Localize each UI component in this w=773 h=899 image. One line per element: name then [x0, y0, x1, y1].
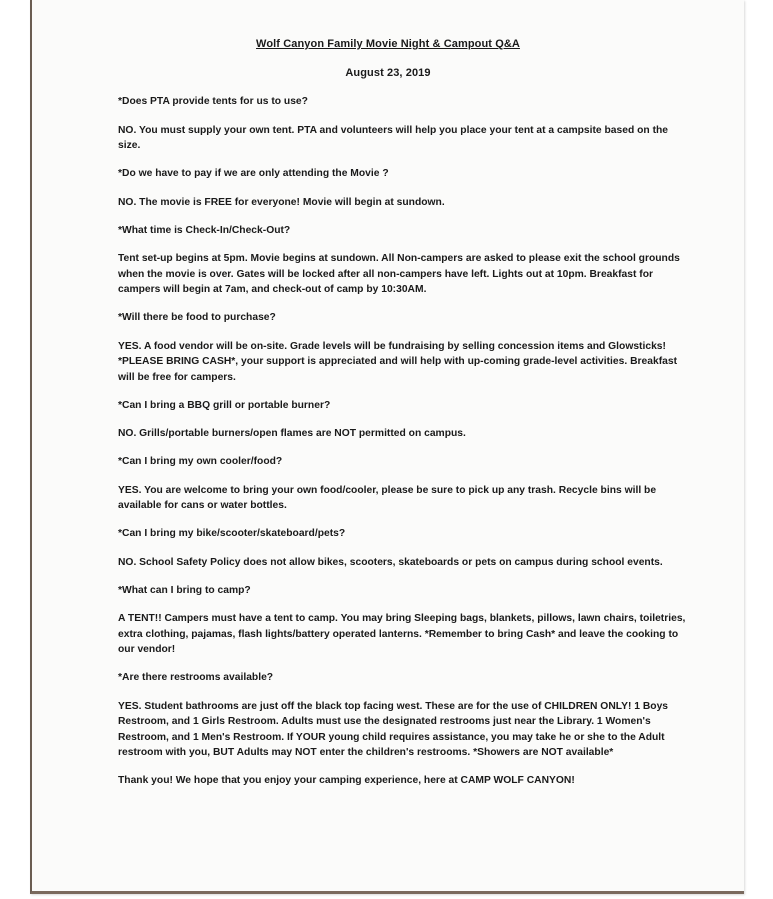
answer-pay: NO. The movie is FREE for everyone! Movie will begin at sundown.: [118, 196, 445, 208]
question-cooler: *Can I bring my own cooler/food?: [118, 456, 283, 467]
answer-restrooms: YES. Student bathrooms are just off the black top facing west. These are for the use of CHILDREN ONLY! 1 Boys Restroom, and 1 Girls Restroom. Adults must use the designated restrooms just near the Library. 1 Women's Restroom, and 1 Men's Restroom. If YOUR young child requires assistance, you may take he or she to the Adult restroom with you, BUT Adults may NOT enter the children's restrooms. *Showers are NOT available*: [118, 700, 669, 758]
document-page: [30, 0, 744, 894]
question-bring: *What can I bring to camp?: [118, 584, 251, 596]
question-bike: *Can I bring my bike/scooter/skateboard/pets?: [118, 528, 346, 539]
answer-tents: NO. You must supply your own tent. PTA and volunteers will help you place your tent at a campsite based on the size.: [118, 124, 669, 151]
closing-note: Thank you! We hope that you enjoy your camping experience, here at CAMP WOLF CANYON!: [118, 775, 575, 786]
question-restrooms: *Are there restrooms available?: [118, 672, 274, 683]
answer-food: YES. A food vendor will be on-site. Grade levels will be fundraising by selling concession items and Glowsticks! *PLEASE BRING CASH*, your support is appreciated and will help with up-coming grade-level activities. Breakfast will be free for campers.: [118, 340, 678, 383]
document-date: August 23, 2019: [345, 67, 431, 79]
answer-bring: A TENT!! Campers must have a tent to camp. You may bring Sleeping bags, blankets, pillows, lawn chairs, toiletries, extra clothing, pajamas, flash lights/battery operated lanterns. *Remember to bring Cash* and leave the cooking to our vendor!: [118, 613, 686, 655]
scan-background: [0, 0, 30, 899]
document-title: Wolf Canyon Family Movie Night & Campout Q&A: [256, 38, 520, 50]
question-pay: *Do we have to pay if we are only attending the Movie ?: [118, 168, 389, 179]
question-tents: *Does PTA provide tents for us to use?: [118, 96, 308, 107]
question-checkin: *What time is Check-In/Check-Out?: [118, 224, 291, 236]
answer-bbq: NO. Grills/portable burners/open flames are NOT permitted on campus.: [118, 428, 466, 439]
question-food: *Will there be food to purchase?: [118, 312, 276, 323]
qa-content: [118, 94, 688, 801]
answer-bike: NO. School Safety Policy does not allow bikes, scooters, skateboards or pets on campus during school events.: [118, 556, 663, 568]
answer-checkin: Tent set-up begins at 5pm. Movie begins at sundown. All Non-campers are asked to please exit the school grounds when the movie is over. Gates will be locked after all non-campers have left. Lights out at 10pm. Breakfast for campers will begin at 7am, and check-out of camp by 10:30AM.: [118, 253, 680, 295]
question-bbq: *Can I bring a BBQ grill or portable burner?: [118, 399, 331, 411]
answer-cooler: YES. You are welcome to bring your own food/cooler, please be sure to pick up any trash. Recycle bins will be available for cans or water bottles.: [118, 484, 657, 511]
